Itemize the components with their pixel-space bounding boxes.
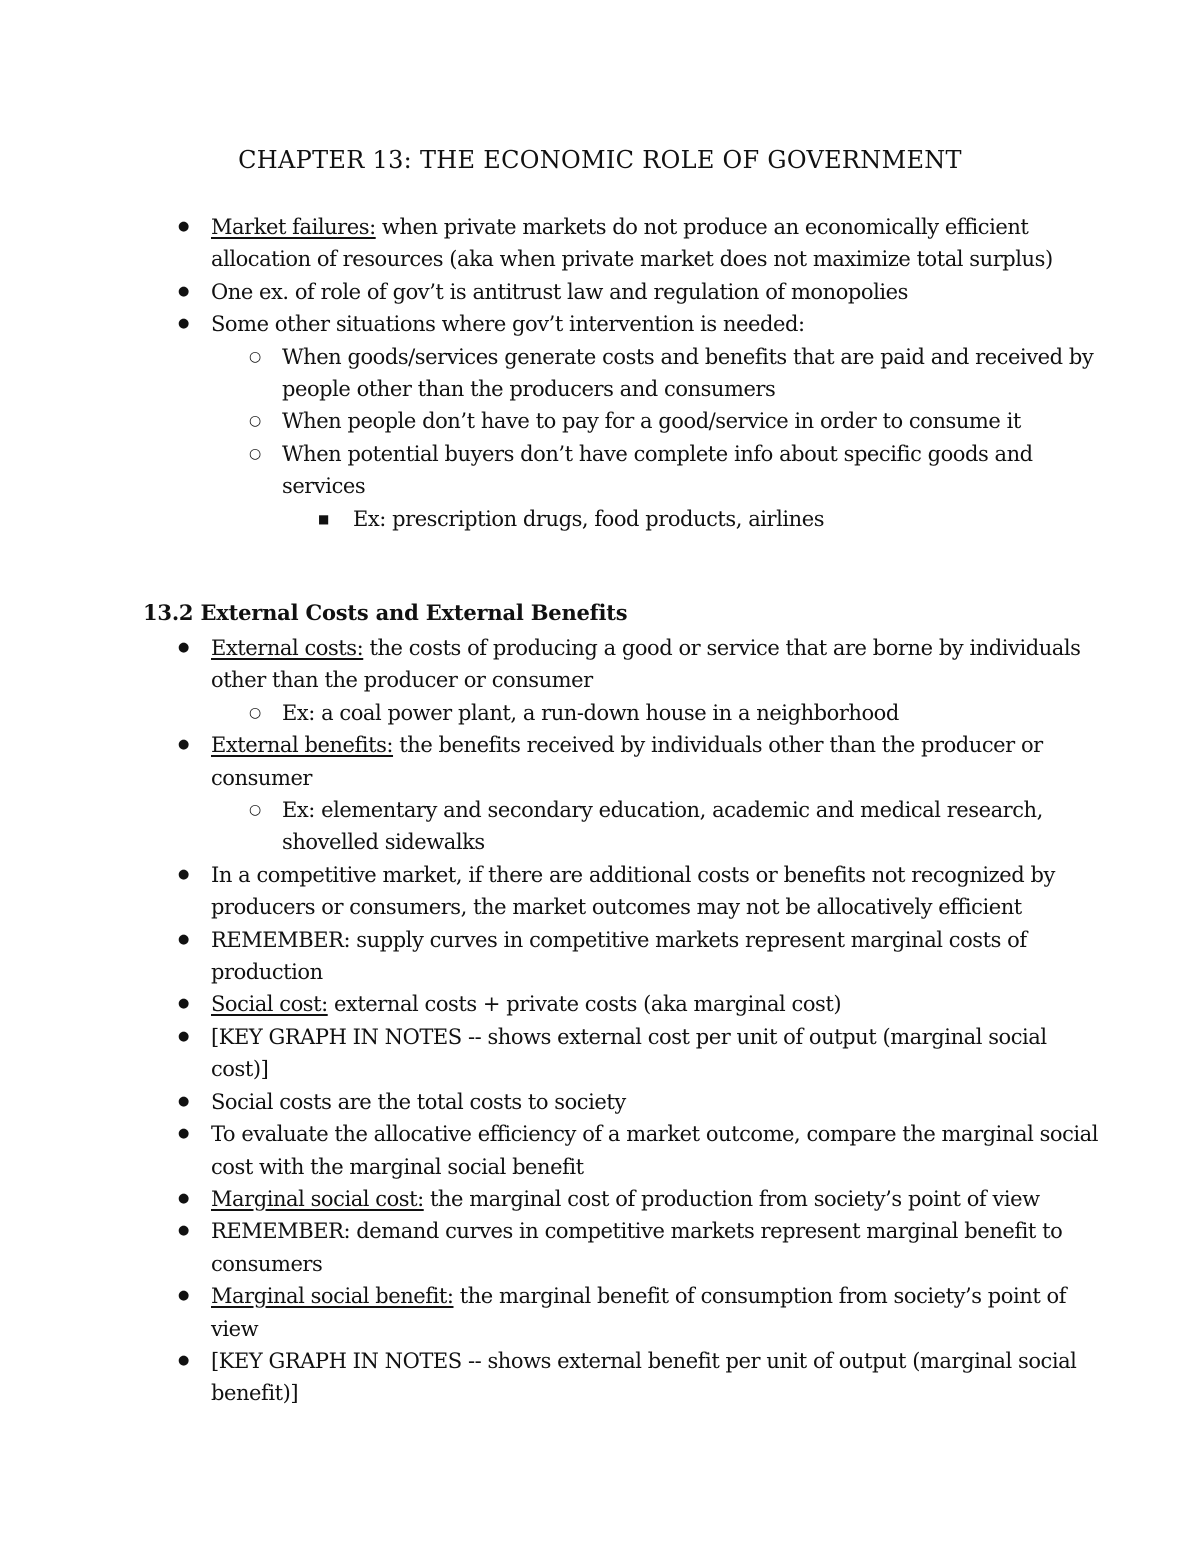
sub-list: [0, 697, 1100, 729]
list-item: [0, 1021, 1100, 1086]
bullet-dot-icon: ●: [178, 996, 189, 1012]
bullet-dot-icon: ●: [178, 283, 189, 299]
bullet-dot-icon: ●: [178, 1190, 189, 1206]
term-social-cost: Social cost:: [211, 992, 328, 1017]
item-text: Ex: elementary and secondary education, academic and medical research, shovelled sidewalks: [282, 798, 1043, 855]
item-text: REMEMBER: supply curves in competitive markets represent marginal costs of production: [211, 927, 1027, 985]
list-item: [0, 276, 1100, 308]
list-item: [0, 1345, 1100, 1410]
item-text: Social costs are the total costs to society: [211, 1089, 626, 1114]
bullet-dot-icon: ●: [178, 737, 189, 753]
item-text: When goods/services generate costs and benefits that are paid and received by people other than the producers and consumers: [282, 344, 1094, 402]
term-marginal-social-cost: Marginal social cost:: [211, 1186, 424, 1211]
item-text: Ex: a coal power plant, a run-down house in a neighborhood: [282, 700, 899, 725]
bullet-circle-icon: ○: [249, 802, 261, 819]
sub-sub-list-item: [0, 503, 1100, 535]
bullet-dot-icon: ●: [178, 1028, 189, 1044]
item-text: Ex: prescription drugs, food products, airlines: [353, 506, 825, 531]
bullet-circle-icon: ○: [249, 413, 261, 430]
list-item: [0, 632, 1100, 729]
definition-text: the marginal benefit of consumption from society’s point of view: [211, 1284, 1067, 1341]
definition-text: the marginal cost of production from society’s point of view: [423, 1186, 1040, 1211]
item-text: [KEY GRAPH IN NOTES -- shows external benefit per unit of output (marginal social benefit)]: [211, 1348, 1077, 1406]
bullet-dot-icon: ●: [178, 931, 189, 947]
sub-list-item: [0, 794, 1100, 859]
sub-list-item: [0, 405, 1100, 437]
term-external-benefits: External benefits:: [211, 733, 394, 758]
sub-sub-list: [0, 503, 1100, 535]
term-market-failures: Market failures:: [211, 215, 376, 239]
sub-list-item: [0, 697, 1100, 729]
section-heading: 13.2 External Costs and External Benefits: [143, 600, 628, 625]
list-item: [0, 211, 1100, 276]
page-title: CHAPTER 13: THE ECONOMIC ROLE OF GOVERNMENT: [238, 146, 962, 174]
bullet-dot-icon: ●: [178, 866, 189, 882]
bullet-dot-icon: ●: [178, 1352, 189, 1368]
term-external-costs: External costs:: [211, 636, 364, 660]
intro-list: [0, 211, 1100, 535]
bullet-dot-icon: ●: [178, 640, 189, 655]
definition-text: the costs of producing a good or service that are borne by individuals other than the producer or consumer: [211, 636, 1081, 693]
bullet-circle-icon: ○: [249, 445, 261, 462]
item-text: To evaluate the allocative efficiency of a market outcome, compare the marginal social cost with the marginal social benefit: [211, 1122, 1099, 1179]
bullet-dot-icon: ●: [178, 1288, 189, 1304]
bullet-dot-icon: ●: [178, 1126, 189, 1142]
list-item: [0, 988, 1100, 1020]
bullet-circle-icon: ○: [249, 348, 261, 365]
sub-list: [0, 341, 1100, 535]
list-item: [0, 1118, 1100, 1183]
bullet-dot-icon: ●: [178, 316, 189, 332]
section-list: [0, 632, 1100, 1410]
item-text: Some other situations where gov’t intervention is needed:: [211, 312, 805, 337]
item-text: [KEY GRAPH IN NOTES -- shows external cost per unit of output (marginal social cost)]: [211, 1024, 1047, 1082]
item-text: REMEMBER: demand curves in competitive markets represent marginal benefit to consumers: [211, 1219, 1063, 1276]
list-item: [0, 729, 1100, 859]
definition-text: when private markets do not produce an economically efficient allocation of resources (aka when private market does not maximize total surplus): [211, 215, 1053, 272]
list-item: [0, 1183, 1100, 1215]
sub-list-item: [0, 438, 1100, 535]
list-item: [0, 308, 1100, 535]
sub-list: [0, 794, 1100, 859]
item-text: In a competitive market, if there are additional costs or benefits not recognized by producers or consumers, the market outcomes may not be allocatively efficient: [211, 862, 1055, 920]
list-item: [0, 1215, 1100, 1280]
item-text: One ex. of role of gov’t is antitrust law and regulation of monopolies: [211, 279, 908, 304]
bullet-square-icon: ■: [318, 511, 329, 526]
list-item: [0, 924, 1100, 989]
term-marginal-social-benefit: Marginal social benefit:: [211, 1284, 454, 1309]
definition-text: the benefits received by individuals other than the producer or consumer: [211, 733, 1043, 790]
bullet-dot-icon: ●: [178, 219, 189, 234]
definition-text: external costs + private costs (aka marginal cost): [327, 992, 842, 1017]
list-item: [0, 1280, 1100, 1345]
bullet-dot-icon: ●: [178, 1223, 189, 1239]
list-item: [0, 1086, 1100, 1118]
item-text: When potential buyers don’t have complete info about specific goods and services: [282, 441, 1033, 499]
sub-list-item: [0, 341, 1100, 406]
list-item: [0, 859, 1100, 924]
item-text: When people don’t have to pay for a good/service in order to consume it: [282, 409, 1021, 434]
bullet-circle-icon: ○: [249, 704, 261, 721]
bullet-dot-icon: ●: [178, 1093, 189, 1109]
